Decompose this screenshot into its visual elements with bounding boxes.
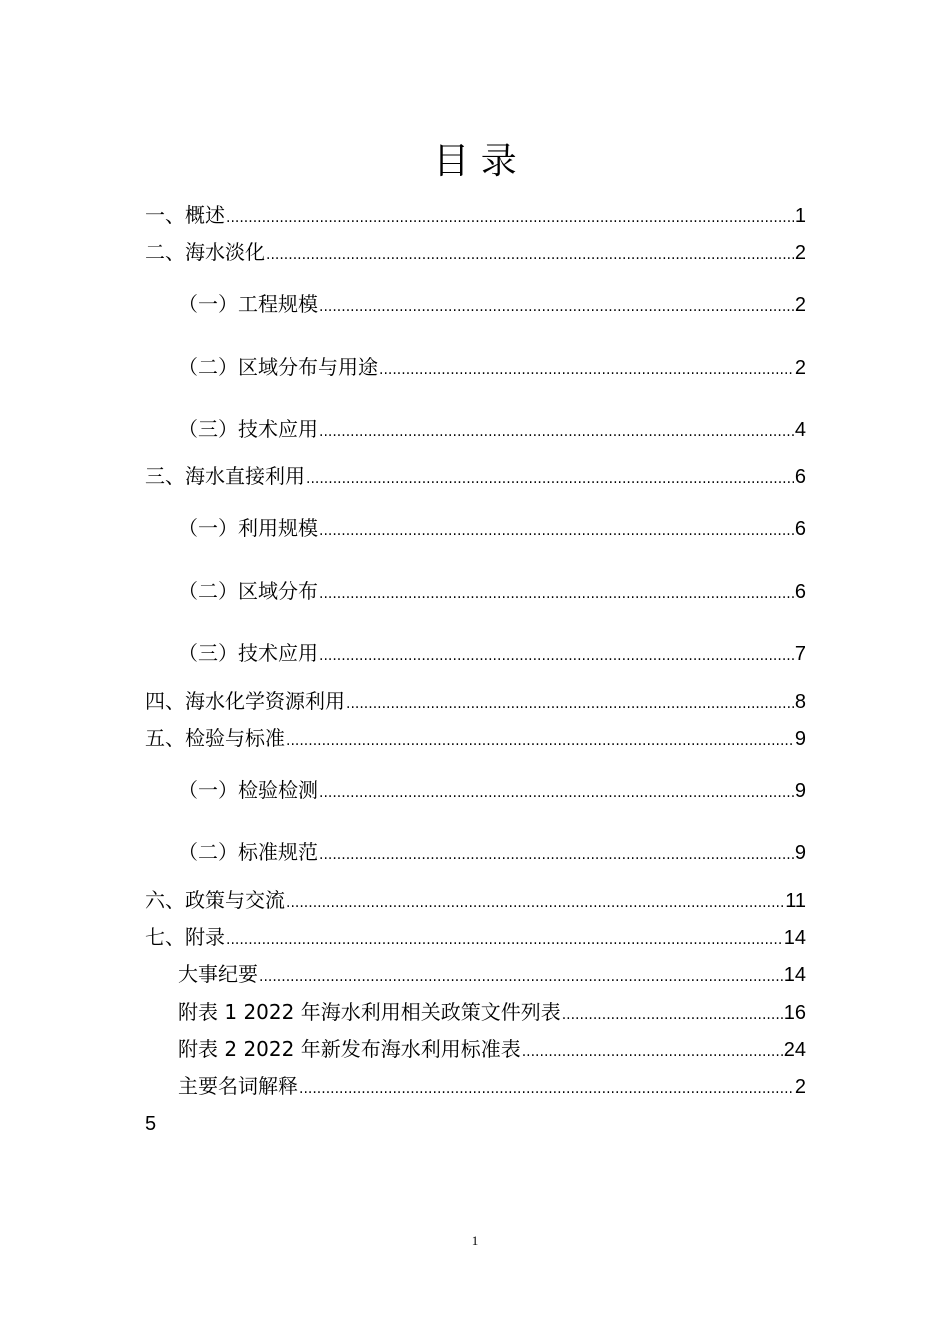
dot-leader (319, 842, 794, 868)
dot-leader (379, 357, 794, 383)
toc-entry-page: 6 (794, 466, 806, 488)
toc-entry-label: 七、附录 (145, 925, 225, 949)
toc-entry-page: 9 (794, 842, 806, 864)
dot-leader (286, 890, 784, 916)
toc-entry-glossary[interactable] (178, 1073, 806, 1099)
toc-entry-page: 16 (783, 1002, 806, 1024)
toc-entry-inspection[interactable] (178, 777, 806, 803)
toc-entry-page: 14 (783, 964, 806, 986)
dot-leader (522, 1039, 783, 1065)
dot-leader (259, 964, 783, 990)
toc-entry-direct-use[interactable] (145, 463, 806, 489)
toc-entry-label: （三）技术应用 (178, 641, 318, 665)
toc-entry-page: 9 (794, 780, 806, 802)
toc-entry-table-1[interactable] (178, 999, 806, 1025)
toc-entry-label: （一）利用规模 (178, 516, 318, 540)
wrapped-page-digit: 5 (145, 1113, 157, 1135)
dot-leader (319, 419, 794, 445)
toc-entry-label: 三、海水直接利用 (145, 464, 305, 488)
toc-entry-page: 6 (794, 581, 806, 603)
toc-entry-label: （二）区域分布 (178, 579, 318, 603)
dot-leader (266, 242, 794, 268)
toc-entry-label: （一）检验检测 (178, 778, 318, 802)
toc-entry-direct-tech[interactable] (178, 640, 806, 666)
toc-entry-chronicle[interactable] (178, 961, 806, 987)
toc-entry-page: 14 (783, 927, 806, 949)
toc-entry-desalination[interactable] (145, 239, 806, 265)
toc-entry-inspection-standards[interactable] (145, 725, 806, 751)
toc-entry-page: 11 (785, 890, 806, 912)
toc-entry-label: 一、概述 (145, 203, 225, 227)
footer-page-number: 1 (471, 1233, 479, 1248)
toc-entry-label: 五、检验与标准 (145, 726, 285, 750)
toc-entry-page: 4 (794, 419, 806, 441)
toc-entry-table-2[interactable] (178, 1036, 806, 1062)
toc-entry-label: （三）技术应用 (178, 417, 318, 441)
toc-entry-desal-tech[interactable] (178, 416, 806, 442)
toc-title: 目 录 (433, 141, 517, 182)
dot-leader (346, 691, 794, 717)
toc-entry-page: 9 (794, 728, 806, 750)
dot-leader (562, 1002, 783, 1028)
dot-leader (306, 466, 794, 492)
toc-entry-label: 主要名词解释 (178, 1074, 298, 1098)
dot-leader (286, 728, 794, 754)
toc-entry-overview[interactable] (145, 202, 806, 228)
toc-entry-page: 7 (794, 643, 806, 665)
toc-entry-page: 1 (794, 205, 806, 227)
dot-leader (319, 780, 794, 806)
toc-entry-label: （二）标准规范 (178, 840, 318, 864)
toc-entry-standards[interactable] (178, 839, 806, 865)
dot-leader (319, 518, 794, 544)
toc-entry-label: 二、海水淡化 (145, 240, 265, 264)
dot-leader (319, 581, 794, 607)
toc-entry-desal-scale[interactable] (178, 291, 806, 317)
toc-entry-label: 六、政策与交流 (145, 888, 285, 912)
toc-entry-appendix[interactable] (145, 924, 806, 950)
dot-leader (226, 927, 783, 953)
toc-entry-label: 附表 1 2022 年海水利用相关政策文件列表 (178, 1000, 561, 1024)
toc-entry-label: （一）工程规模 (178, 292, 318, 316)
dot-leader (319, 643, 794, 669)
dot-leader (299, 1076, 794, 1102)
toc-entry-label: 大事纪要 (178, 962, 258, 986)
toc-entry-page: 2 (794, 357, 806, 379)
toc-entry-desal-distribution[interactable] (178, 354, 806, 380)
toc-entry-direct-scale[interactable] (178, 515, 806, 541)
toc-entry-page: 2 (794, 294, 806, 316)
toc-entry-label: 附表 2 2022 年新发布海水利用标准表 (178, 1037, 521, 1061)
toc-entry-direct-distribution[interactable] (178, 578, 806, 604)
toc-entry-policy[interactable] (145, 887, 806, 913)
toc-entry-label: （二）区域分布与用途 (178, 355, 378, 379)
dot-leader (226, 205, 794, 231)
toc-entry-page: 2 (794, 242, 806, 264)
toc-entry-chemical[interactable] (145, 688, 806, 714)
toc-entry-page: 6 (794, 518, 806, 540)
toc-entry-page: 8 (794, 691, 806, 713)
toc-entry-label: 四、海水化学资源利用 (145, 689, 345, 713)
toc-entry-page: 24 (783, 1039, 806, 1061)
dot-leader (319, 294, 794, 320)
toc-entry-page: 2 (794, 1076, 806, 1098)
